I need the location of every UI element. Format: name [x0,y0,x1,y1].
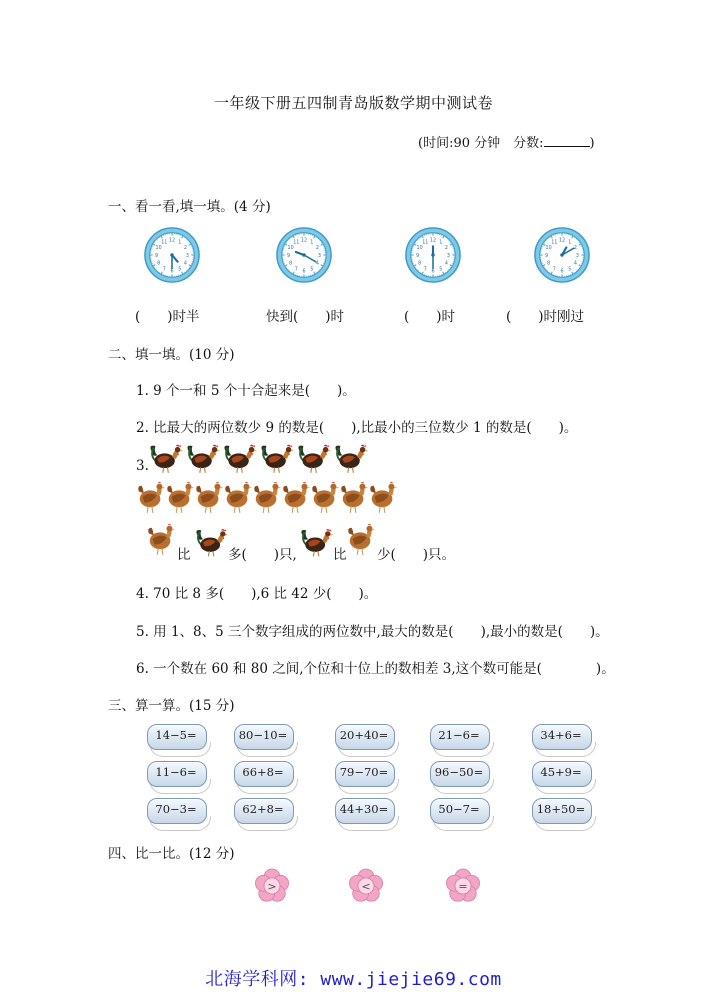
svg-text:9: 9 [154,253,159,259]
svg-text:6: 6 [431,269,435,275]
svg-text:9: 9 [544,253,549,259]
symbol-text: < [361,880,371,893]
svg-text:10: 10 [287,246,294,252]
calc-expression: 66+8= [242,765,284,779]
clock-label-2: 快到( )时 [266,309,345,325]
calc-card [234,724,294,756]
svg-text:12: 12 [558,238,566,244]
svg-text:7: 7 [294,267,298,273]
calc-card [234,798,294,830]
question-6: 6. 一个数在 60 和 80 之间,个位和十位上的数相差 3,这个数可能是( )。 [136,661,615,677]
svg-text:10: 10 [545,246,552,252]
clock-icon-2 [275,226,333,284]
calc-card [147,761,207,793]
svg-text:4: 4 [573,261,577,267]
symbol-text: > [267,880,277,893]
calc-expression: 45+9= [540,765,582,779]
svg-text:1: 1 [568,240,572,246]
rooster-icon [333,442,370,474]
symbol-text: = [458,880,468,893]
svg-text:3: 3 [575,253,580,259]
calc-card [147,724,207,756]
svg-text:12: 12 [300,238,308,244]
svg-text:5: 5 [568,267,572,273]
svg-text:4: 4 [444,261,448,267]
calc-expression: 79−70= [339,765,389,779]
rooster-row [148,442,370,474]
svg-text:12: 12 [429,238,437,244]
clock-icon-1 [143,226,201,284]
clock-icon-3 [404,226,462,284]
hen-icon [165,478,195,514]
hen-icon [136,478,166,514]
hen-icon [339,478,369,514]
question-2: 2. 比最大的两位数少 9 的数是( ),比最小的三位数少 1 的数是( )。 [136,420,578,436]
hen-icon [310,478,340,514]
rooster-icon [194,526,230,558]
hen-icon [281,478,311,514]
svg-text:5: 5 [439,267,443,273]
svg-text:4: 4 [183,261,187,267]
calc-card [430,724,490,756]
hen-icon [146,520,176,556]
svg-text:6: 6 [560,269,564,275]
svg-text:12: 12 [168,238,176,244]
calc-expression: 21−6= [438,728,480,742]
svg-text:5: 5 [178,267,182,273]
svg-text:2: 2 [315,246,319,252]
clock-label-4: ( )时刚过 [506,309,585,325]
svg-text:8: 8 [157,261,161,267]
section1-heading: 一、看一看,填一填。(4 分) [108,199,271,215]
q3-text-3: 比 [333,547,347,563]
rooster-icon [299,526,335,558]
hen-icon [252,478,282,514]
svg-text:3: 3 [446,253,451,259]
svg-text:11: 11 [551,240,558,246]
calc-expression: 20+40= [339,728,389,742]
q3-text-2: 多( )只, [228,547,297,563]
score-blank [544,134,590,147]
svg-text:1: 1 [178,240,182,246]
flower-symbol [254,868,290,904]
hen-icon [194,478,224,514]
calc-expression: 14−5= [155,728,197,742]
calc-card [335,761,395,793]
calc-card [532,761,592,793]
svg-text:2: 2 [444,246,448,252]
footer-watermark: 北海学科网: www.jiejie69.com [205,969,502,990]
rooster-icon [185,442,222,474]
calc-expression: 18+50= [536,802,586,816]
time-info-end: ) [589,136,595,151]
calc-card [147,798,207,830]
svg-text:8: 8 [289,261,293,267]
svg-text:1: 1 [310,240,314,246]
svg-text:5: 5 [310,267,314,273]
svg-text:6: 6 [302,269,306,275]
svg-text:10: 10 [416,246,423,252]
svg-text:9: 9 [415,253,420,259]
section2-heading: 二、填一填。(10 分) [108,347,235,363]
hen-row [136,478,404,514]
calc-card [532,724,592,756]
clock-label-3: ( )时 [404,309,456,325]
svg-text:3: 3 [317,253,322,259]
rooster-icon [259,442,296,474]
question-4: 4. 70 比 8 多( ),6 比 42 少( )。 [136,586,378,602]
svg-text:7: 7 [423,267,427,273]
svg-text:8: 8 [418,261,422,267]
clock-label-1: ( )时半 [135,309,200,325]
time-info [418,132,595,151]
calc-card [335,724,395,756]
svg-text:6: 6 [170,269,174,275]
rooster-icon [222,442,259,474]
hen-icon [346,520,376,556]
question-1: 1. 9 个一和 5 个十合起来是( )。 [136,383,356,399]
hen-icon [223,478,253,514]
page-title: 一年级下册五四制青岛版数学期中测试卷 [213,94,493,112]
svg-text:4: 4 [315,261,319,267]
calc-card [430,761,490,793]
svg-text:7: 7 [552,267,556,273]
q3-text-4: 少( )只。 [377,547,456,563]
rooster-icon [296,442,333,474]
calc-expression: 44+30= [339,802,389,816]
svg-text:9: 9 [286,253,291,259]
calc-card [234,761,294,793]
flower-symbol [348,868,384,904]
q3-text-1: 比 [177,547,191,563]
hen-icon [368,478,398,514]
calc-expression: 96−50= [434,765,484,779]
calc-expression: 80−10= [238,728,288,742]
svg-text:8: 8 [547,261,551,267]
svg-text:3: 3 [185,253,190,259]
question-3-number: 3. [136,458,149,474]
calc-expression: 50−7= [438,802,480,816]
svg-text:11: 11 [422,240,429,246]
rooster-icon [148,442,185,474]
calc-expression: 70−3= [155,802,197,816]
svg-text:11: 11 [161,240,168,246]
calc-expression: 62+8= [242,802,284,816]
clock-icon-4 [533,226,591,284]
svg-text:11: 11 [293,240,300,246]
calc-expression: 11−6= [155,765,197,779]
section4-heading: 四、比一比。(12 分) [108,846,235,862]
calc-expression: 34+6= [540,728,582,742]
calc-card [532,798,592,830]
svg-text:7: 7 [162,267,166,273]
svg-text:1: 1 [439,240,443,246]
question-5: 5. 用 1、8、5 三个数字组成的两位数中,最大的数是( ),最小的数是( )。 [136,624,609,640]
flower-symbol [445,868,481,904]
calc-card [335,798,395,830]
time-info-text: (时间:90 分钟 分数: [418,136,544,151]
calc-card [430,798,490,830]
svg-text:10: 10 [155,246,162,252]
section3-heading: 三、算一算。(15 分) [108,698,235,714]
svg-text:2: 2 [183,246,187,252]
svg-text:2: 2 [573,246,577,252]
